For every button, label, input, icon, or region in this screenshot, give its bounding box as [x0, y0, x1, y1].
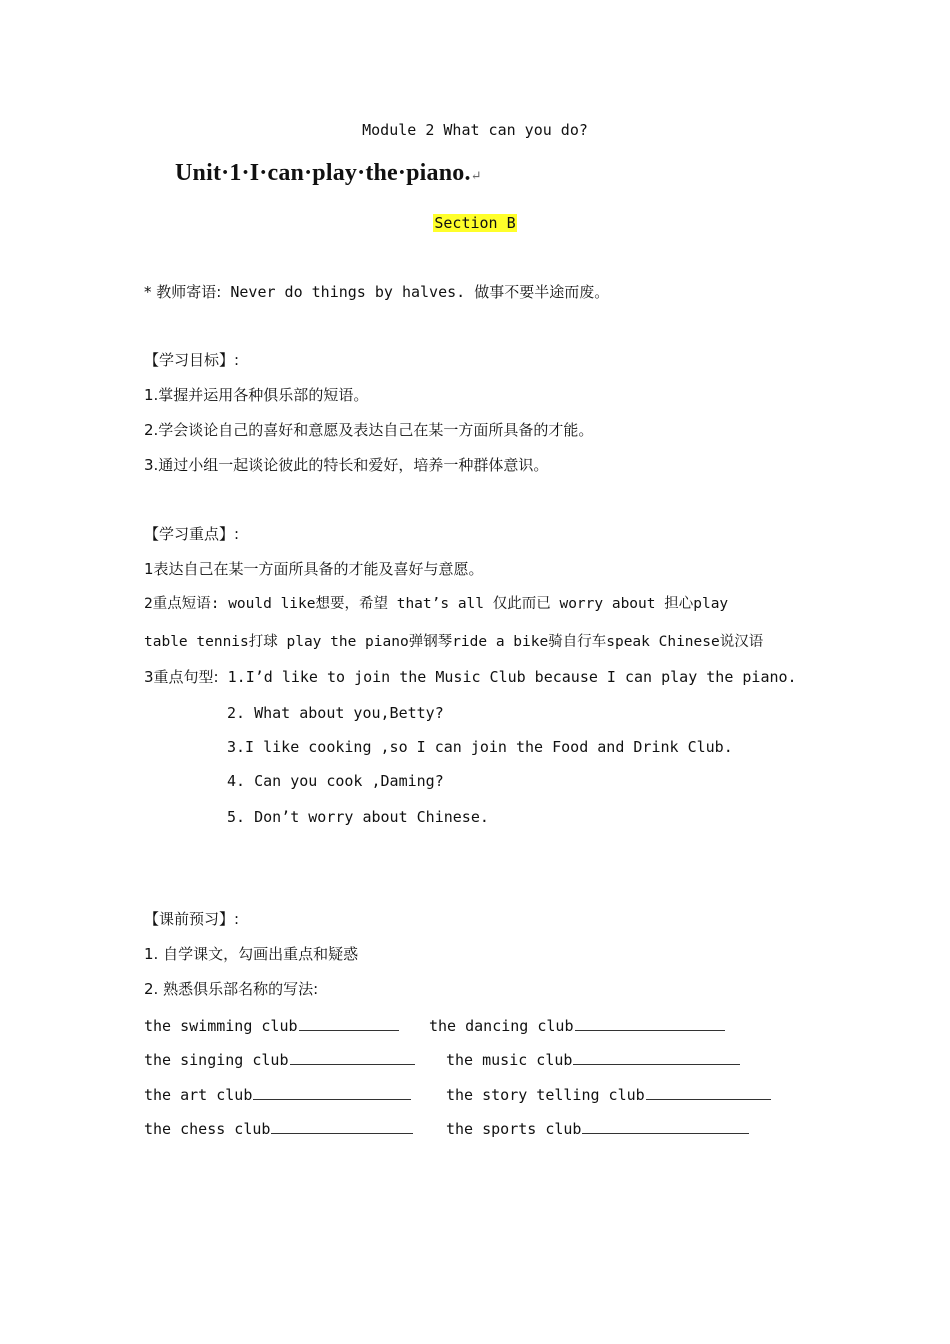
key-point-1: 1表达自己在某一方面所具备的才能及喜好与意愿。: [144, 560, 484, 578]
sentence-2: 2. What about you,Betty?: [227, 704, 444, 722]
unit-title-text: Unit·1·I·can·play·the·piano.: [175, 160, 471, 186]
preview-heading: 【课前预习】:: [144, 910, 240, 928]
sentence-1: 1.I’d like to join the Music Club because I can play the piano.: [218, 668, 797, 686]
sentence-3: 3.I like cooking ,so I can join the Food and Drink Club.: [227, 738, 733, 756]
club-blank-music: [446, 1049, 740, 1070]
answer-blank[interactable]: [290, 1049, 415, 1065]
answer-blank[interactable]: [575, 1015, 725, 1031]
preview-item-1: 1. 自学课文，勾画出重点和疑惑: [144, 945, 359, 963]
teacher-motto: [144, 282, 609, 303]
club-blank-singing: [144, 1049, 415, 1070]
club-blank-dancing: [429, 1015, 725, 1036]
club-blank-swimming: [144, 1015, 399, 1036]
answer-blank[interactable]: [573, 1049, 740, 1065]
key-point-2-line-2: table tennis打球 play the piano弹钢琴ride a bike骑自行车speak Chinese说汉语: [144, 634, 764, 650]
goal-item-3: 3.通过小组一起谈论彼此的特长和爱好，培养一种群体意识。: [144, 456, 549, 474]
goal-item-2: 2.学会谈论自己的喜好和意愿及表达自己在某一方面所具备的才能。: [144, 421, 594, 439]
section-label-text: Section B: [434, 214, 516, 232]
goals-heading: 【学习目标】:: [144, 351, 240, 369]
club-label: the story telling club: [446, 1086, 645, 1104]
answer-blank[interactable]: [253, 1084, 411, 1100]
club-blank-chess: [144, 1118, 413, 1139]
club-label: the swimming club: [144, 1017, 298, 1035]
club-label: the dancing club: [429, 1017, 574, 1035]
section-label: [0, 213, 950, 233]
key-points-heading: 【学习重点】:: [144, 525, 240, 543]
key-point-3: [144, 667, 797, 688]
club-blank-story-telling: [446, 1084, 771, 1105]
goal-item-1: 1.掌握并运用各种俱乐部的短语。: [144, 386, 369, 404]
unit-title: [175, 156, 482, 193]
club-label: the chess club: [144, 1120, 271, 1138]
module-title: Module 2 What can you do?: [362, 121, 588, 139]
preview-item-2: 2. 熟悉俱乐部名称的写法:: [144, 980, 319, 998]
key-point-2-line-1: 2重点短语: would like想要，希望 that’s all 仅此而已 worry about 担心play: [144, 596, 729, 612]
sentence-5: 5. Don’t worry about Chinese.: [227, 808, 489, 826]
club-blank-sports: [446, 1118, 749, 1139]
motto-english: Never do things by halves.: [221, 283, 475, 301]
motto-prefix: * 教师寄语:: [144, 283, 222, 301]
club-label: the art club: [144, 1086, 253, 1104]
club-label: the singing club: [144, 1051, 289, 1069]
answer-blank[interactable]: [582, 1118, 749, 1134]
return-mark-icon: ↵: [470, 168, 482, 183]
answer-blank[interactable]: [646, 1084, 771, 1100]
key-point-3-prefix: 3重点句型:: [144, 668, 219, 686]
sentence-4: 4. Can you cook ,Daming?: [227, 772, 444, 790]
club-blank-art: [144, 1084, 411, 1105]
motto-chinese: 做事不要半途而废。: [474, 283, 610, 301]
club-label: the music club: [446, 1051, 573, 1069]
answer-blank[interactable]: [271, 1118, 413, 1134]
answer-blank[interactable]: [299, 1015, 399, 1031]
club-label: the sports club: [446, 1120, 582, 1138]
